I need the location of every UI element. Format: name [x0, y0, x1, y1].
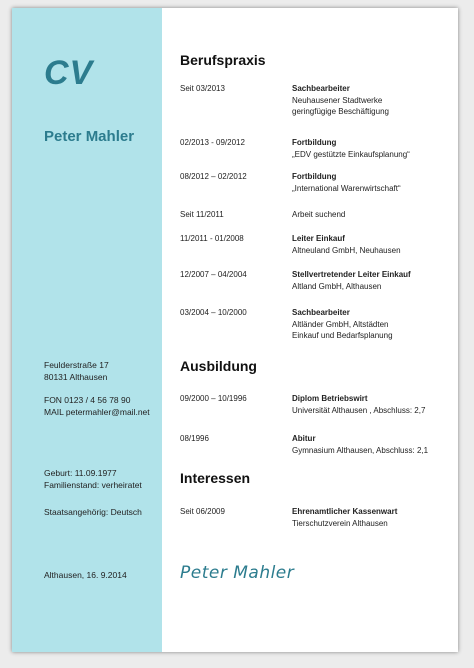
entry-date: 09/2000 – 10/1996 — [180, 394, 247, 403]
entry-title: Diplom Betriebswirt — [292, 394, 368, 403]
cv-title: CV — [44, 54, 94, 92]
entry-date: 08/2012 – 02/2012 — [180, 172, 247, 181]
entry-title: Ehrenamtlicher Kassenwart — [292, 507, 398, 516]
street: Feulderstraße 17 — [44, 360, 109, 370]
entry-line: Arbeit suchend — [292, 210, 346, 219]
section-title-experience: Berufspraxis — [180, 52, 266, 68]
entry-date: 11/2011 - 01/2008 — [180, 234, 244, 243]
place-date-text: Althausen, 16. 9.2014 — [44, 570, 127, 580]
contact-block — [44, 395, 150, 418]
entry-description — [292, 171, 401, 194]
personal-block — [44, 468, 142, 491]
signature: Peter Mahler — [180, 563, 295, 583]
address-block — [44, 360, 109, 383]
main-content — [180, 8, 458, 652]
entry-description — [292, 83, 389, 118]
entry-title: Fortbildung — [292, 172, 337, 181]
nationality-text: Staatsangehörig: Deutsch — [44, 507, 142, 517]
entry-description — [292, 233, 401, 256]
city: 80131 Althausen — [44, 371, 108, 382]
entry-title: Leiter Einkauf — [292, 234, 345, 243]
entry-title: Stellvertretender Leiter Einkauf — [292, 270, 411, 279]
entry-line: Neuhausener Stadtwerke — [292, 95, 383, 105]
entry-date: 02/2013 - 09/2012 — [180, 138, 245, 147]
birth-date: Geburt: 11.09.1977 — [44, 468, 117, 478]
entry-description — [292, 393, 425, 416]
entry-line: Altländer GmbH, Altstädten — [292, 319, 389, 329]
cv-page — [12, 8, 458, 652]
entry-description — [292, 269, 411, 292]
entry-line: Universität Althausen , Abschluss: 2,7 — [292, 405, 426, 415]
entry-description — [292, 307, 393, 342]
entry-line: Tierschutzverein Althausen — [292, 518, 388, 528]
entry-date: Seit 03/2013 — [180, 84, 225, 93]
entry-line: „International Warenwirtschaft“ — [292, 183, 401, 193]
sidebar — [12, 8, 162, 652]
section-title-education: Ausbildung — [180, 358, 257, 374]
entry-title: Sachbearbeiter — [292, 308, 350, 317]
entry-date: 12/2007 – 04/2004 — [180, 270, 247, 279]
section-title-interests: Interessen — [180, 470, 251, 486]
entry-title: Abitur — [292, 434, 316, 443]
entry-title: Fortbildung — [292, 138, 337, 147]
entry-line: geringfügige Beschäftigung — [292, 107, 389, 116]
entry-description — [292, 433, 428, 456]
entry-date: 03/2004 – 10/2000 — [180, 308, 247, 317]
phone: FON 0123 / 4 56 78 90 — [44, 395, 131, 405]
entry-date: 08/1996 — [180, 434, 209, 443]
applicant-name: Peter Mahler — [44, 128, 135, 145]
place-date — [44, 570, 127, 582]
entry-title: Sachbearbeiter — [292, 84, 350, 93]
entry-line: Gymnasium Althausen, Abschluss: 2,1 — [292, 445, 429, 455]
entry-date: Seit 11/2011 — [180, 210, 224, 219]
nationality — [44, 507, 142, 519]
marital-status: Familienstand: verheiratet — [44, 479, 142, 490]
entry-date: Seit 06/2009 — [180, 507, 225, 516]
entry-line: Altneuland GmbH, Neuhausen — [292, 245, 401, 255]
entry-description — [292, 209, 345, 221]
entry-line: Altland GmbH, Althausen — [292, 281, 382, 291]
email: MAIL petermahler@mail.net — [44, 406, 150, 417]
entry-description — [292, 506, 397, 529]
entry-line: Einkauf und Bedarfsplanung — [292, 331, 393, 340]
entry-description — [292, 137, 410, 160]
entry-line: „EDV gestützte Einkaufsplanung“ — [292, 149, 410, 159]
